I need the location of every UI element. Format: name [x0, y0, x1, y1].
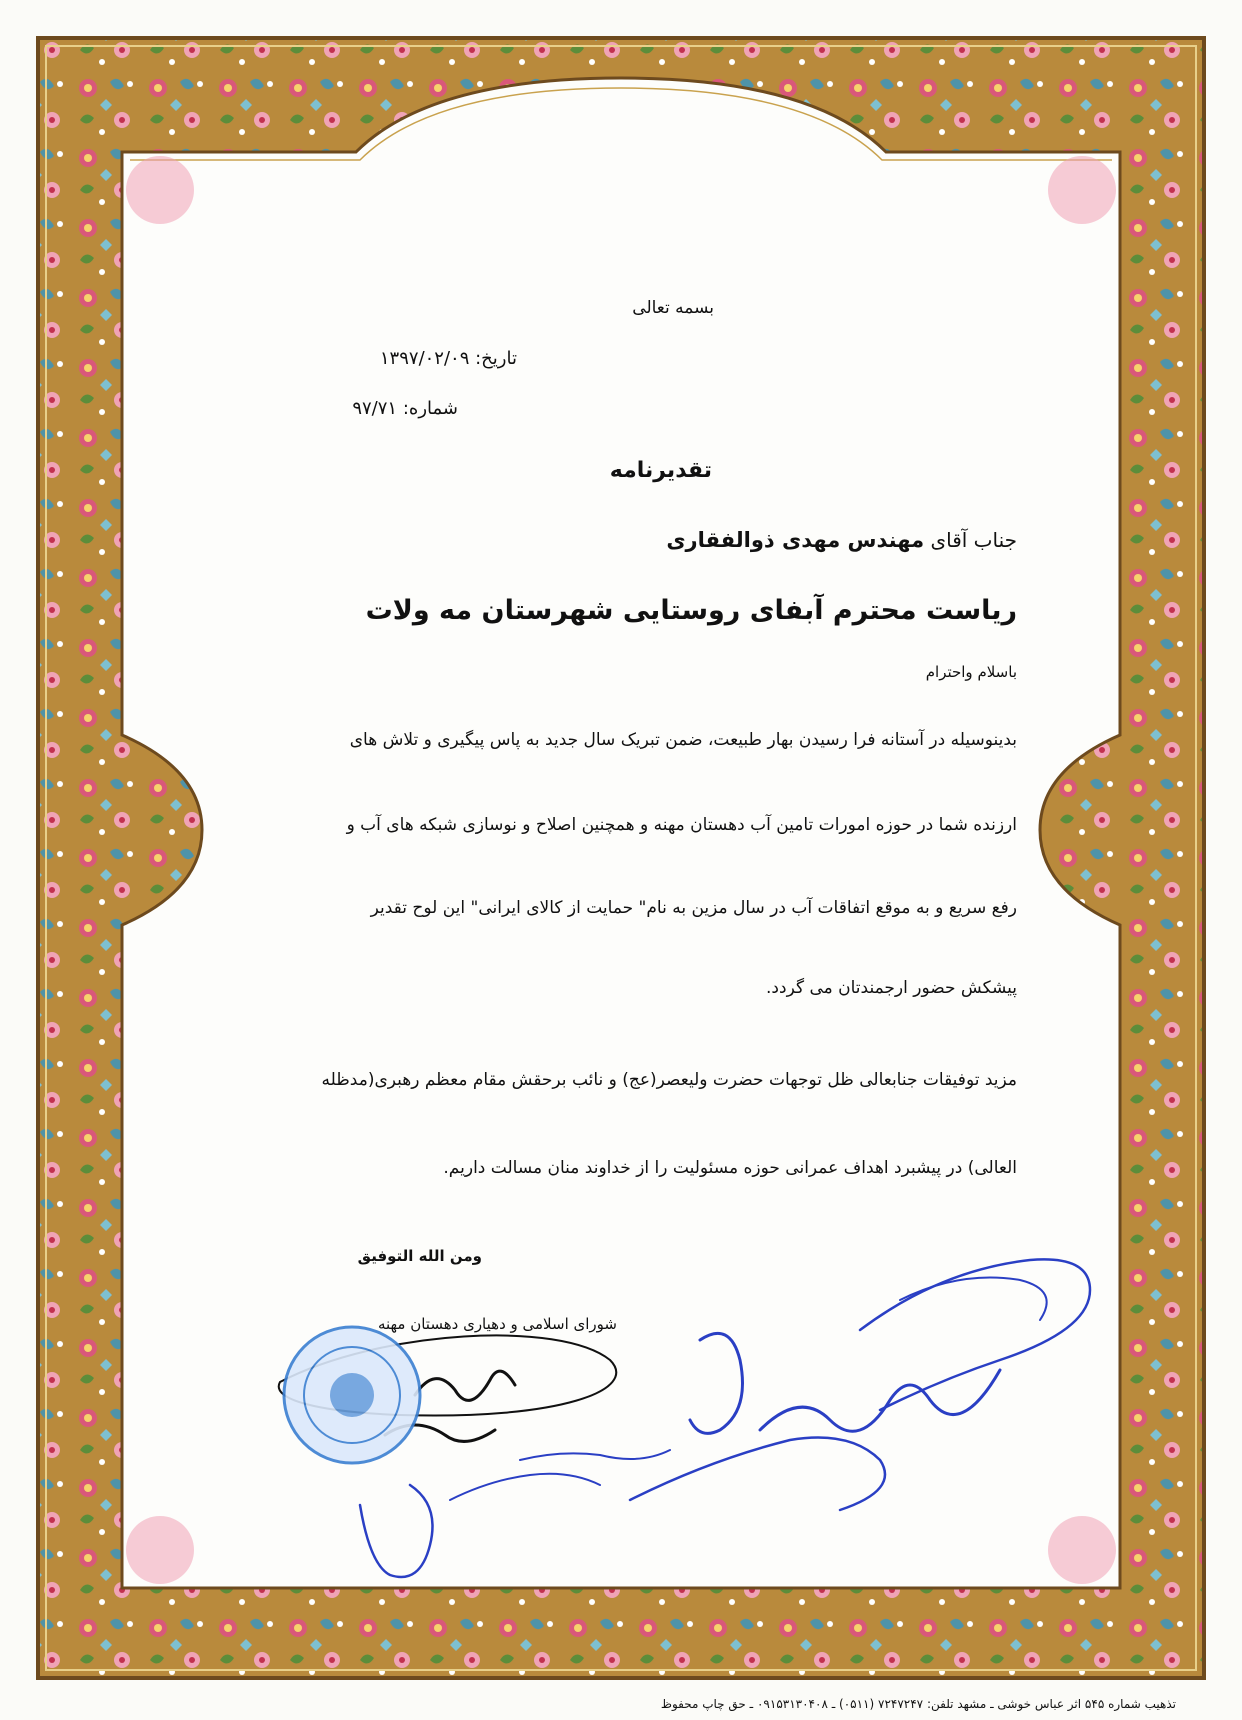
recipient-line — [666, 528, 1017, 552]
heading-basmeh-taala: بسمه تعالی — [632, 298, 714, 318]
recipient-name: مهندس مهدی ذوالفقاری — [666, 528, 925, 552]
number-label: شماره: — [402, 398, 458, 419]
body-line: پیشکش حضور ارجمندتان می گردد. — [766, 978, 1017, 998]
recipient-position: ریاست محترم آبفای روستایی شهرستان مه ولات — [365, 595, 1017, 626]
body-line: العالی) در پیشبرد اهداف عمرانی حوزه مسئولیت را از خداوند منان مسالت داریم. — [443, 1158, 1017, 1178]
recipient-prefix: جناب آقای — [930, 528, 1017, 552]
closing-phrase: ومن الله التوفیق — [357, 1247, 482, 1265]
council-name: شورای اسلامی و دهیاری دهستان مهنه — [377, 1315, 617, 1333]
body-line: مزید توفیقات جنابعالی ظل توجهات حضرت ولیعصر(عج) و نائب برحقش مقام معظم رهبری(مدظله — [321, 1070, 1017, 1090]
body-line: ارزنده شما در حوزه امورات تامین آب دهستان مهنه و همچنین اصلاح و نوسازی شبکه های آب و — [346, 815, 1017, 835]
body-line: بدینوسیله در آستانه فرا رسیدن بهار طبیعت، ضمن تبریک سال جدید به پاس پیگیری و تلاش های — [349, 730, 1017, 750]
number-value: ۹۷/۷۱ — [352, 398, 398, 419]
greeting: باسلام واحترام — [925, 663, 1017, 681]
number-line — [352, 398, 458, 419]
document-title: تقدیرنامه — [609, 458, 712, 483]
date-value: ۱۳۹۷/۰۲/۰۹ — [379, 348, 470, 369]
council-seal — [284, 1327, 420, 1463]
date-line — [380, 348, 517, 369]
printer-footer: تذهیب شماره ۵۴۵ اثر عباس خوشی ـ مشهد تلفن: ۷۲۴۷۲۴۷ (۰۵۱۱) ـ ۰۹۱۵۳۱۳۰۴۰۸ ـ حق چاپ محفوظ — [660, 1697, 1176, 1711]
body-line: رفع سریع و به موقع اتفاقات آب در سال مزین به نام" حمایت از کالای ایرانی" این لوح تقدیر — [370, 898, 1017, 918]
date-label: تاریخ: — [475, 348, 517, 369]
